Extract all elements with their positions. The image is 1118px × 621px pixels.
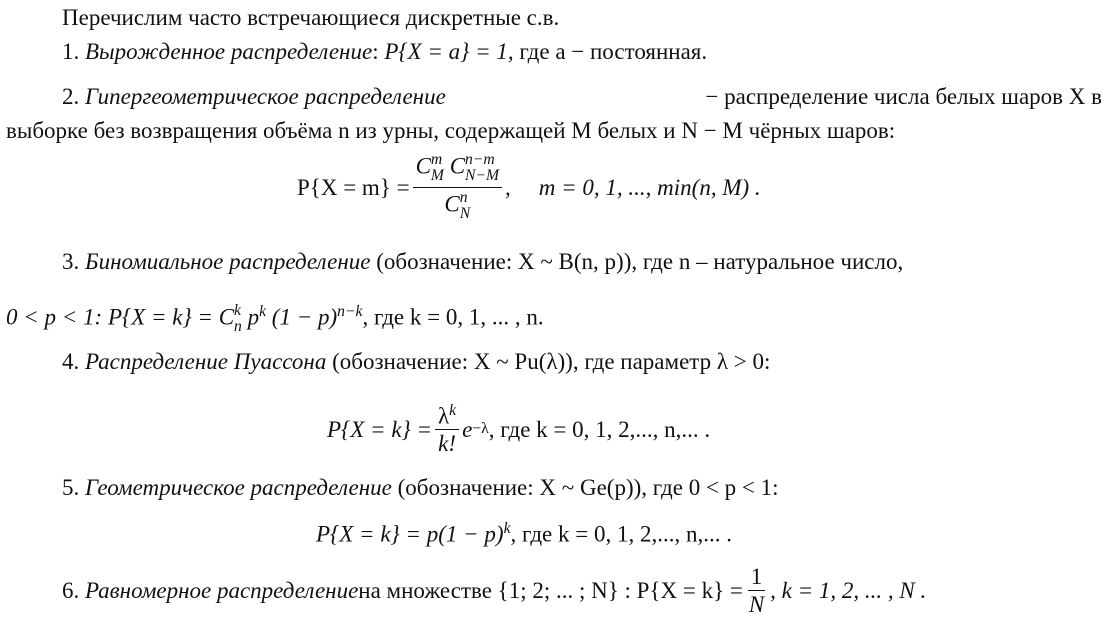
uniform-denominator: N [748,591,765,617]
item-4-display-formula: P{X = k} = $\frac{\lambda^k}{k!}$ e −λ , где k = 0, 1, 2,..., n,... . [327,401,711,457]
item-4-name: Распределение Пуассона [85,349,327,374]
item-4-number: 4. [62,349,80,374]
item-6-mid: на множестве {1; 2; ... ; N} : P{X = k} = [358,577,743,603]
poisson-tail: , где k = 0, 1, 2,..., n,... . [488,416,711,442]
item-1-colon: : [372,39,385,64]
item-3-line-2: 0 < p < 1: P{X = k} = C k n $p^k$ $(1 - p)^{n-k}$, где k = 0, 1, ... , n. [6,302,544,336]
item-3-name: Биномиальное распределение [85,249,371,274]
item-5-line-1 [62,476,779,499]
item-2-line-2: выборке без возвращения объёма n из урны, содержащей M белых и N − M чёрных шаров: [6,118,896,143]
item-3-number: 3. [62,249,80,274]
hypergeom-denominator: C n N [444,188,471,222]
hypergeom-range: m = 0, 1, ..., min(n, M) . [538,174,761,200]
item-2-line-1-rest: − распределение числа белых шаров X в [705,84,1102,109]
item-2-display-formula: P{X = m} = C m M C n−m N−M C n N , m = 0, 1, ..., min(n, M) . [297,150,761,222]
hypergeom-lhs: P{X = m} = [297,174,410,200]
hypergeom-numerator: C m M C n−m N−M [413,152,502,188]
uniform-fraction [746,565,767,616]
item-1-formula: P{X = a} = 1, [384,39,514,64]
intro-text: Перечислим часто встречающиеся дискретные с.в. [62,5,560,30]
item-3-line-1-rest: (обозначение: X ~ B(n, p)), где n – натуральное число, [370,249,904,274]
item-4-line-1 [62,350,770,373]
item-2-name: Гипергеометрическое распределение [85,84,446,109]
poisson-fraction [435,403,459,456]
item-6-tail: , k = 1, 2, ... , N . [770,577,927,603]
uniform-numerator: 1 [748,565,766,591]
poisson-numerator: $\lambda^k$ [435,403,459,431]
item-5-line-1-rest: (обозначение: X ~ Ge(p)), где 0 < p < 1: [391,475,779,500]
item-6-name: Равномерное распределение [85,577,359,603]
item-5-name: Геометрическое распределение [85,475,392,500]
item-6-number: 6. [62,577,80,603]
item-5-display-formula: $P\{X = k\} = p(1 - p)^k$, где k = 0, 1, 2,..., n,... . [316,520,732,547]
poisson-denominator: k! [438,431,456,457]
item-1-name: Вырожденное распределение [85,39,373,64]
item-1 [62,40,707,63]
item-3-line-1 [62,250,903,273]
item-4-line-1-rest: (обозначение: X ~ Pu(λ)), где параметр λ > 0: [326,349,771,374]
hypergeom-fraction [413,152,502,223]
item-1-tail: где a − постоянная. [513,39,708,64]
item-1-number: 1. [62,39,80,64]
item-6-line [62,562,926,618]
poisson-lhs: P{X = k} = [327,416,432,442]
item-2-line-1 [62,85,1102,108]
item-2-number: 2. [62,84,80,109]
item-5-number: 5. [62,475,80,500]
